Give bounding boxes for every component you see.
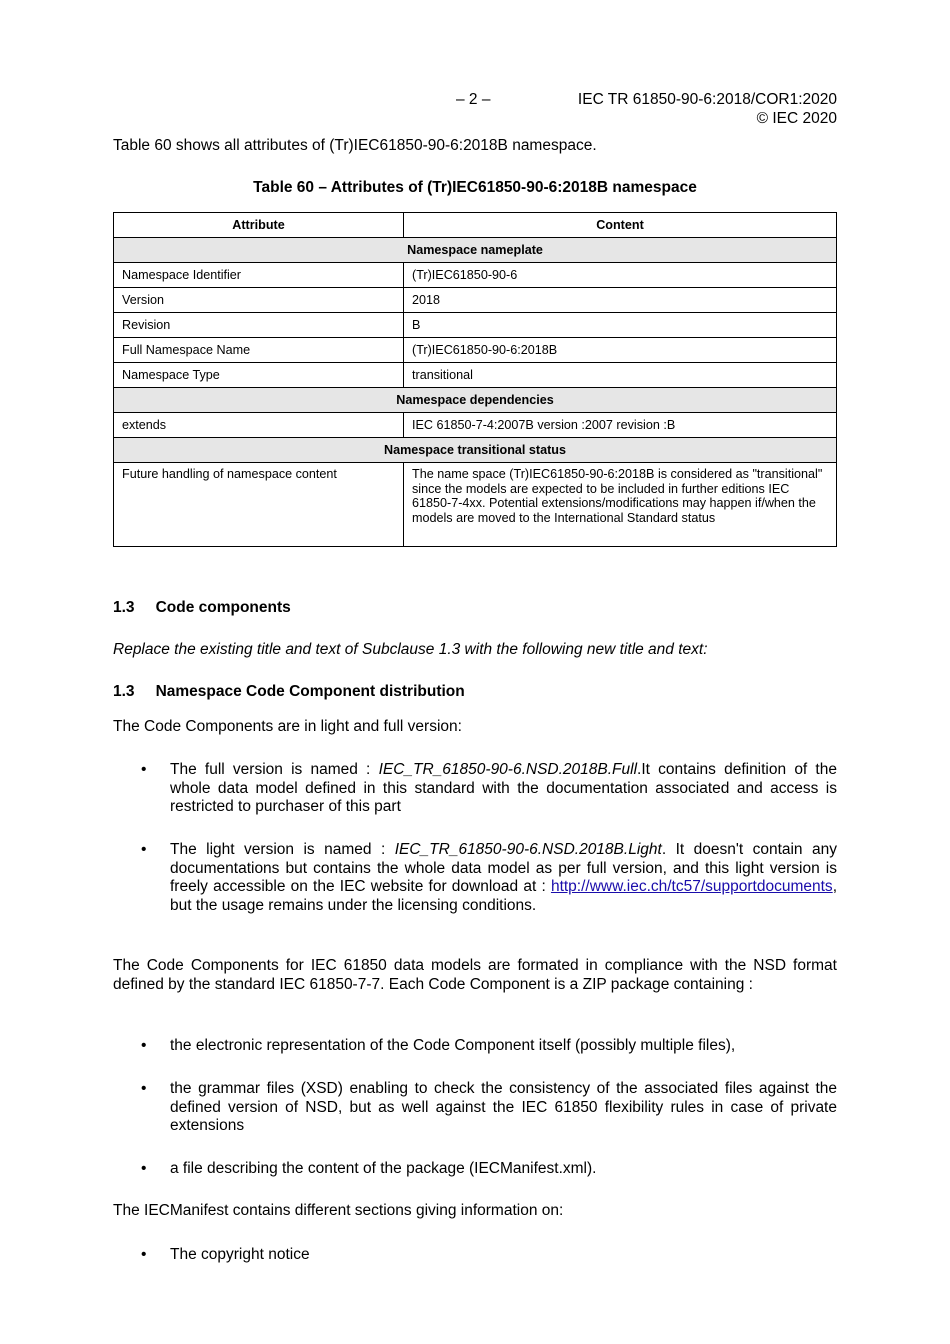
list-item: • a file describing the content of the package (IECManifest.xml).	[141, 1160, 597, 1177]
attribute-cell: Version	[114, 288, 404, 313]
table-row	[114, 363, 837, 388]
paragraph-manifest: The IECManifest contains different sections giving information on:	[113, 1202, 564, 1219]
table-caption: Table 60 – Attributes of (Tr)IEC61850-90-6:2018B namespace	[253, 179, 697, 196]
attribute-cell: Namespace Type	[114, 363, 404, 388]
bullet-icon: •	[141, 841, 147, 858]
content-cell: (Tr)IEC61850-90-6	[404, 263, 837, 288]
section-title: Code components	[155, 599, 291, 616]
paragraph-format: The Code Components for IEC 61850 data models are formated in compliance with the NSD format defined by the standard IEC 61850-7-7. Each Code Component is a ZIP package containing :	[113, 957, 837, 993]
table-header-row	[114, 213, 837, 238]
content-cell: The name space (Tr)IEC61850-90-6:2018B is considered as "transitional" since the models are expected to be included in further editions IEC 61850-7-4xx. Potential extensions/modifications may happen if/when the models are moved to the International Standard status	[404, 463, 837, 547]
attributes-table-wrap	[113, 212, 837, 547]
copyright-line: © IEC 2020	[756, 110, 837, 127]
attribute-cell: Revision	[114, 313, 404, 338]
list-item: • the electronic representation of the Code Component itself (possibly multiple files),	[141, 1037, 736, 1054]
support-documents-link[interactable]: http://www.iec.ch/tc57/supportdocuments	[550, 878, 833, 895]
paragraph-versions: The Code Components are in light and full version:	[113, 718, 462, 735]
content-cell: 2018	[404, 288, 837, 313]
list-item: • The full version is named : IEC_TR_61850-90-6.NSD.2018B.Full.It contains definition of the whole data model defined in this standard with the documentation associated and access is restricted to purchaser of this part	[141, 761, 837, 815]
section-label: Namespace nameplate	[114, 238, 837, 263]
content-cell: transitional	[404, 363, 837, 388]
table-row	[114, 313, 837, 338]
bullet-icon: •	[141, 1080, 147, 1097]
bullet-icon: •	[141, 1037, 147, 1054]
attributes-table	[113, 212, 837, 547]
table-row	[114, 463, 837, 547]
column-header-attribute: Attribute	[114, 213, 404, 238]
section-row-nameplate	[114, 238, 837, 263]
bullet-icon: •	[141, 761, 147, 778]
list-item: • the grammar files (XSD) enabling to check the consistency of the associated files against the defined version of NSD, but as well against the IEC 61850 flexibility rules in case of private extensions	[141, 1080, 837, 1134]
section-label: Namespace dependencies	[114, 388, 837, 413]
manifest-sections-list	[113, 1246, 837, 1265]
package-contents-list	[113, 1037, 837, 1056]
section-row-dependencies	[114, 388, 837, 413]
version-list	[113, 761, 837, 817]
table-row	[114, 413, 837, 438]
package-contents-list-2	[113, 1080, 837, 1136]
code-component-name: IEC_TR_61850-90-6.NSD.2018B.Light	[394, 841, 662, 858]
section-heading-distribution	[113, 683, 465, 702]
section-number: 1.3	[113, 683, 135, 700]
section-heading-code-components	[113, 599, 291, 618]
document-id: IEC TR 61850-90-6:2018/COR1:2020	[577, 91, 837, 108]
attribute-cell: Future handling of namespace content	[114, 463, 404, 547]
content-cell: (Tr)IEC61850-90-6:2018B	[404, 338, 837, 363]
section-title: Namespace Code Component distribution	[155, 683, 465, 700]
content-cell: IEC 61850-7-4:2007B version :2007 revision :B	[404, 413, 837, 438]
bullet-icon: •	[141, 1246, 147, 1263]
table-row	[114, 338, 837, 363]
section-number: 1.3	[113, 599, 135, 616]
list-item: • The light version is named : IEC_TR_61850-90-6.NSD.2018B.Light. It doesn't contain any documentations but contains the whole data model as per full version, and this light version is freely accessible on the IEC website for download at : http://www.iec.ch/tc57/supportdocuments, but the usage remains under the licensing conditions.	[141, 841, 837, 914]
table-row	[114, 288, 837, 313]
attribute-cell: Namespace Identifier	[114, 263, 404, 288]
page-number: – 2 –	[456, 91, 491, 108]
intro-paragraph: Table 60 shows all attributes of (Tr)IEC61850-90-6:2018B namespace.	[113, 137, 597, 154]
content-cell: B	[404, 313, 837, 338]
replacement-instruction: Replace the existing title and text of Subclause 1.3 with the following new title and text:	[113, 641, 708, 658]
attribute-cell: extends	[114, 413, 404, 438]
section-row-transitional	[114, 438, 837, 463]
bullet-icon: •	[141, 1160, 147, 1177]
code-component-name: IEC_TR_61850-90-6.NSD.2018B.Full	[378, 761, 638, 778]
table-row	[114, 263, 837, 288]
list-item: • The copyright notice	[141, 1246, 310, 1263]
package-contents-list-3	[113, 1160, 837, 1179]
attribute-cell: Full Namespace Name	[114, 338, 404, 363]
section-label: Namespace transitional status	[114, 438, 837, 463]
version-list-light	[113, 841, 837, 915]
column-header-content: Content	[404, 213, 837, 238]
